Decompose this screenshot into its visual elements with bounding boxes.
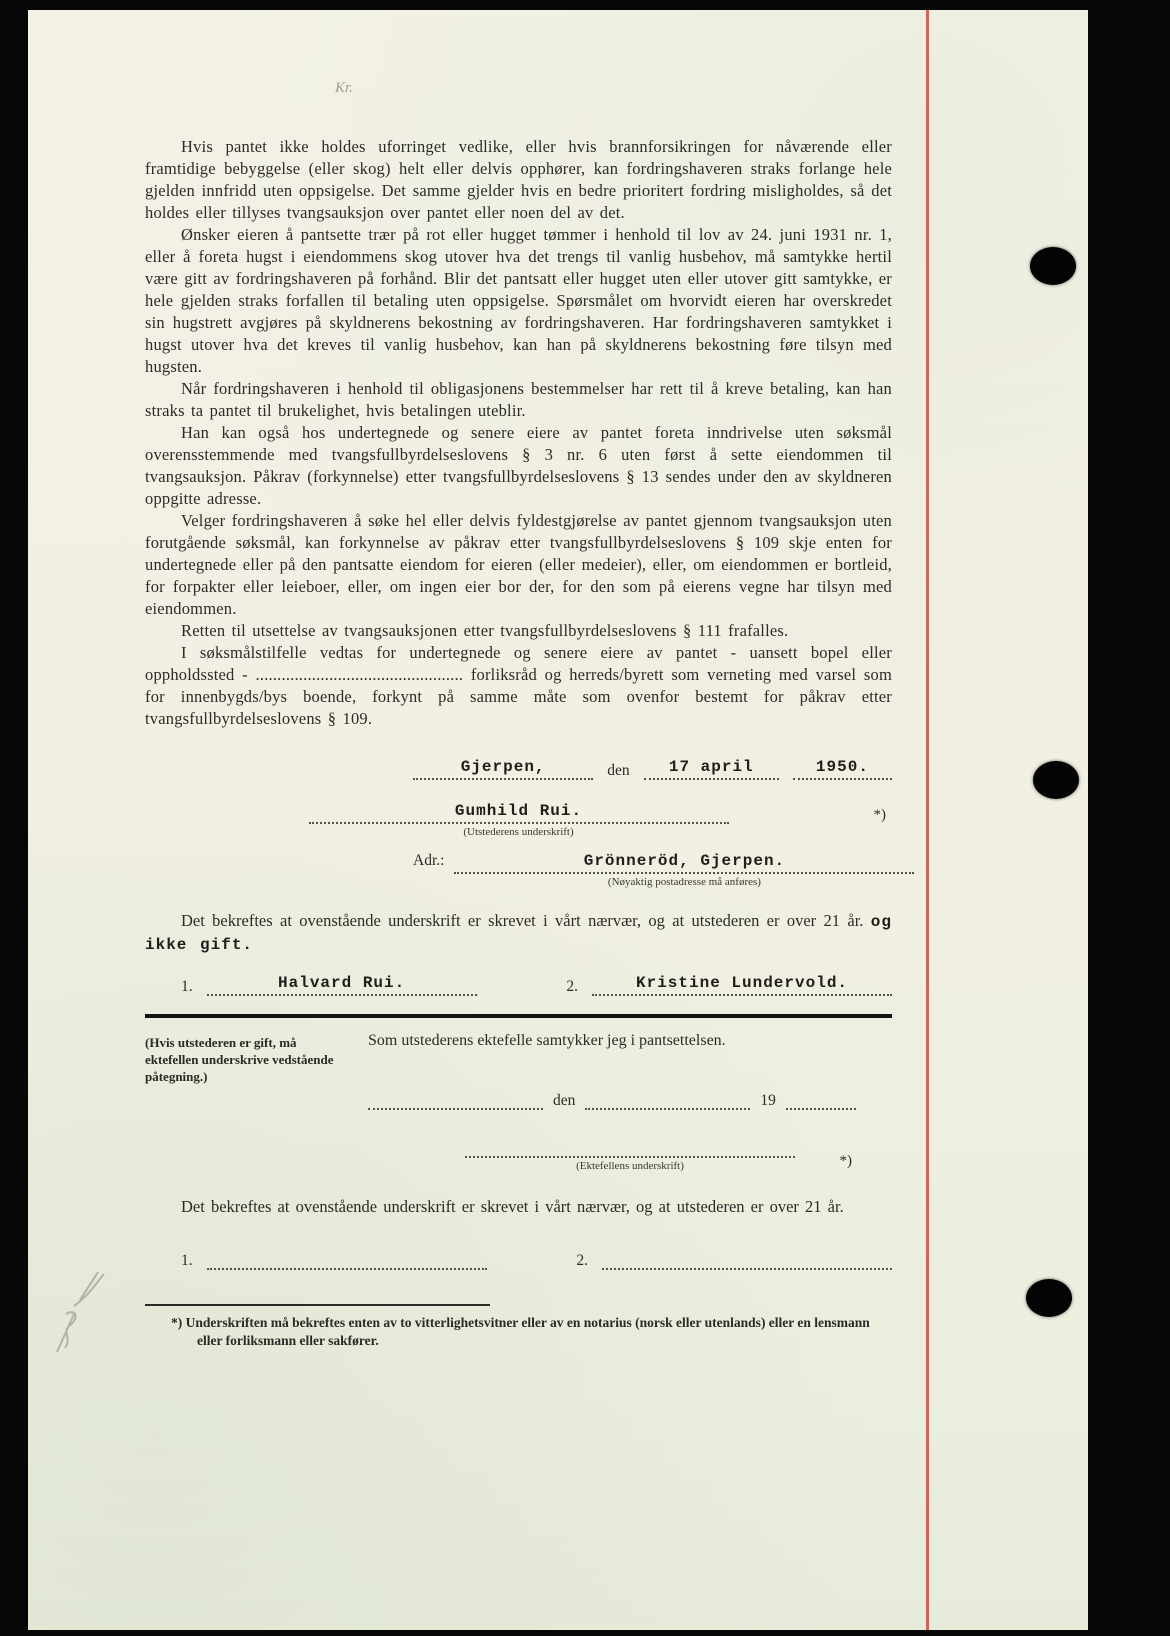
terms-paragraph: I søksmålstilfelle vedtas for undertegnede og senere eiere av pantet - uansett bopel eller oppholdssted - ................................................ forliksråd og herreds/byrett som verneting med varsel som for innenbygds/bys boende, forkynt på samme måte som ovenfor bestemt for påkrav etter tvangsfullbyrdelseslovens § 109. xyxy=(145,643,892,728)
issuer-signature: Gumhild Rui. xyxy=(309,800,729,824)
footnote-rule xyxy=(145,1304,490,1306)
document-body xyxy=(145,136,892,1350)
terms-paragraph: Velger fordringshaveren å søke hel eller delvis fyldestgjørelse av pantet gjennom tvangsauksjon uten forutgående søksmål, kan forkynnelse av påkrav etter tvangsfullbyrdelseslovens § 109 skje enten for undertegnede eller på den pantsatte eiendom for eieren (eller medeier), eller, om eiendommen er bortleid, for forpakter eller leieboer, eller, om ingen eier bor der, for den som på eierens vegne har tilsyn med eiendommen. xyxy=(145,511,892,618)
spouse-place-blank xyxy=(368,1088,543,1110)
terms-paragraph: Ønsker eieren å pantsette trær på rot eller hugget tømmer i henhold til lov av 24. juni 1931 nr. 1, eller å foreta hugst i eiendommens skog utover hva det trengs til vanlig husbehov, må samtykke hertil være gitt av fordringshaveren på forhånd. Blir det pantsatt eller hugget uten eller utover gitt samtykke, er hele gjelden straks forfallen til betaling uten oppsigelse. Spørsmålet om hvorvidt eieren har overskredet sin hugstrett avgjøres på skyldnerens bekostning av fordringshaveren. Har fordringshaveren samtykket i hugst utover hva det kreves til vanlig husbehov, kan han på skyldnerens bekostning føre tilsyn med hugsten. xyxy=(145,225,892,376)
spouse-year-prefix: 19 xyxy=(760,1092,776,1109)
terms-paragraph: Retten til utsettelse av tvangsauksjonen etter tvangsfullbyrdelseslovens § 111 frafalles. xyxy=(181,621,789,640)
spouse-year-blank xyxy=(786,1088,856,1110)
terms-paragraph: Når fordringshaveren i henhold til obligasjonens bestemmelser har rett til å kreve betaling, kan han straks ta pantet til brukelighet, hvis betalingen uteblir. xyxy=(145,379,892,420)
kr-faint-label: Kr. xyxy=(335,80,353,96)
paper-sheet xyxy=(28,10,1088,1630)
attestation-text xyxy=(145,910,892,956)
witness-blank-line xyxy=(145,1248,892,1270)
witness-2-number: 2. xyxy=(566,978,578,995)
spouse-signature-caption: (Ektefellens underskrift) xyxy=(576,1160,684,1172)
spouse-consent-text: Som utstederens ektefelle samtykker jeg i pantsettelsen. xyxy=(368,1032,726,1049)
footnote-marker: *) xyxy=(873,807,886,823)
margin-rule-line xyxy=(926,10,929,1630)
witness-1-signature: Halvard Rui. xyxy=(207,972,477,996)
blank-witness-1-line xyxy=(207,1248,487,1270)
spouse-den-label: den xyxy=(553,1092,576,1109)
footnote-text: *) Underskriften må bekreftes enten av to vitterlighetsvitner eller av en notarius (norsk eller utenlands) eller en lensmann eller forliksmann eller sakfører. xyxy=(171,1315,870,1348)
spouse-signature-blank xyxy=(465,1136,795,1158)
date-field: 17 april xyxy=(644,756,779,780)
blank-witness-2-number: 2. xyxy=(576,1252,588,1269)
footnote-marker: *) xyxy=(839,1153,852,1169)
spouse-side-note: (Hvis utstederen er gift, må ektefellen underskrive vedstående påtegning.) xyxy=(145,1035,334,1084)
attestation-printed: Det bekreftes at ovenstående underskrift er skrevet i vårt nærvær, og at utstederen er over 21 år. xyxy=(181,911,864,930)
witness-signatures-line xyxy=(145,972,892,996)
issuer-signature-caption: (Utstederens underskrift) xyxy=(463,826,574,838)
spouse-consent-section xyxy=(145,1030,892,1172)
place-field: Gjerpen, xyxy=(413,756,593,780)
punch-hole-icon xyxy=(1030,247,1076,285)
issuer-signature-line xyxy=(145,800,892,838)
attestation-typed-addition: og ikke gift. xyxy=(145,913,892,954)
terms-paragraph: Hvis pantet ikke holdes uforringet vedlike, eller hvis brannforsikringen for nåværende eller framtidige bebyggelse (eller skog) helt eller delvis opphører, kan fordringshaveren straks forlange hele gjelden innfridd uten oppsigelse. Det samme gjelder hvis en bedre prioritert fordring misligholdes, så det holdes eller tillyses tvangsauksjon over pantet eller noen del av det. xyxy=(145,137,892,222)
witness-2-signature: Kristine Lundervold. xyxy=(592,972,892,996)
blank-witness-2-line xyxy=(602,1248,892,1270)
section-divider xyxy=(145,1014,892,1018)
witness-1-number: 1. xyxy=(181,978,193,995)
spouse-day-blank xyxy=(585,1088,750,1110)
place-date-line xyxy=(145,756,892,780)
year-field: 1950. xyxy=(793,756,892,780)
address-field: Grönneröd, Gjerpen. xyxy=(454,850,914,874)
blank-witness-1-number: 1. xyxy=(181,1252,193,1269)
handwritten-scribble xyxy=(42,1268,142,1368)
punch-hole-icon xyxy=(1026,1279,1072,1317)
address-caption: (Nøyaktig postadresse må anføres) xyxy=(607,876,761,888)
address-line xyxy=(145,850,892,888)
spouse-signature-line xyxy=(368,1136,892,1172)
spouse-date-line xyxy=(368,1088,892,1110)
den-label: den xyxy=(607,762,630,779)
attestation-text-2: Det bekreftes at ovenstående underskrift er skrevet i vårt nærvær, og at utstederen er over 21 år. xyxy=(181,1197,844,1216)
address-label: Adr.: xyxy=(413,852,445,869)
punch-hole-icon xyxy=(1033,761,1079,799)
terms-paragraph: Han kan også hos undertegnede og senere eiere av pantet foreta inndrivelse uten søksmål overensstemmende med tvangsfullbyrdelseslovens § 3 nr. 6 uten først å sette eiendommen til tvangsauksjon. Påkrav (forkynnelse) etter tvangsfullbyrdelseslovens § 13 sendes under den av skyldneren oppgitte adresse. xyxy=(145,423,892,508)
